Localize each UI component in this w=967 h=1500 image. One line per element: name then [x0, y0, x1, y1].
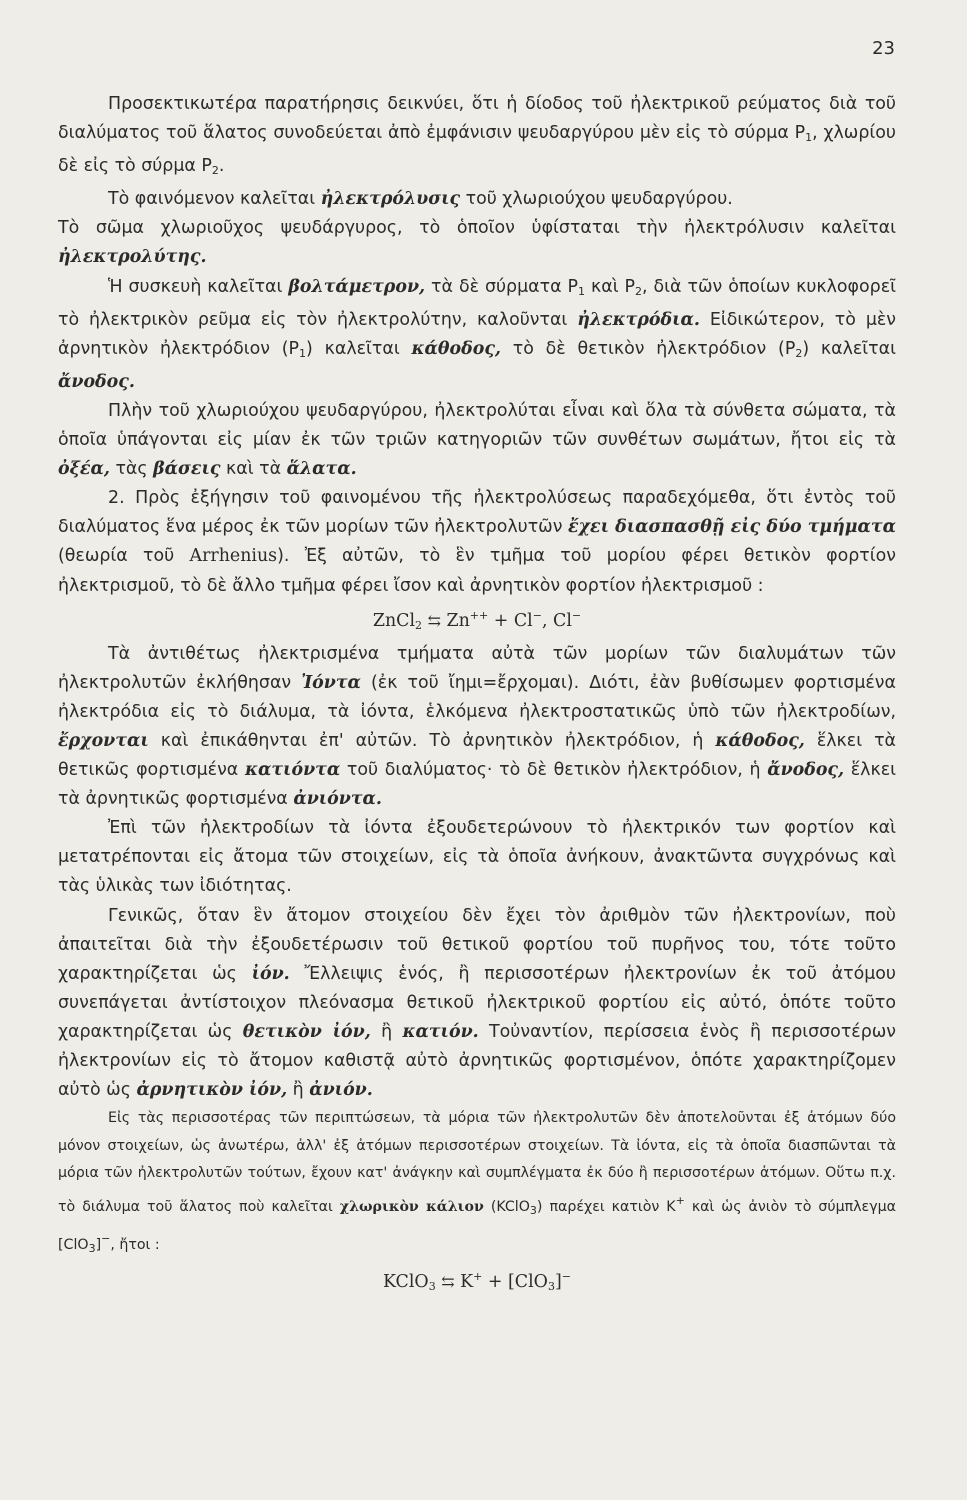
- term-ions: Ἰόντα: [301, 672, 361, 693]
- term-negative-ion: ἀρνητικὸν ἰόν,: [136, 1080, 288, 1101]
- paragraph-2: Τὸ φαινόμενον καλεῖται ἠλεκτρόλυσις τοῦ χλωριούχου ψευδαργύρου.: [108, 189, 733, 210]
- paragraph-1: Προσεκτικωτέρα παρατήρησις δεικνύει, ὅτι ἡ δίοδος τοῦ ἠλεκτρικοῦ ρεύματος διὰ τοῦ διαλύματος τοῦ ἅλατος συνοδεύεται ἀπὸ ἐμφάνισιν ψευδαργύρου μὲν εἰς τὸ σύρμα $P_1$, χλωρίου δὲ εἰς τὸ σύρμα $P_2$.: [58, 94, 896, 178]
- paragraph-7: Τὰ ἀντιθέτως ἠλεκτρισμένα τμήματα αὐτὰ τῶν μορίων τῶν διαλυμάτων τῶν ἠλεκτρολυτῶν ἐκλήθησαν Ἰόντα (ἐκ τοῦ ἴημι=ἔρχομαι). Διότι, ἐὰν βυθίσωμεν φορτισμένα ἠλεκτρόδια εἰς τὸ διάλυμα, τὰ ἰόντα, ἑλκόμενα ἠλεκτροστατικῶς ὑπὸ τῶν ἠλεκτροδίων, ἔρχονται καὶ ἐπικάθηνται ἐπ' αὐτῶν. Τὸ ἀρνητικὸν ἠλεκτρόδιον, ἡ κάθοδος, ἕλκει τὰ θετικῶς φορτισμένα κατιόντα τοῦ διαλύματος· τὸ δὲ θετικὸν ἠλεκτρόδιον, ἡ ἄνοδος, ἕλκει τὰ ἀρνητικῶς φορτισμένα ἀνιόντα.: [58, 643, 897, 810]
- term-cations: κατιόντα: [244, 760, 341, 781]
- term-dissociation: ἔχει διασπασθῇ εἰς δύο τμήματα: [568, 517, 896, 538]
- equation-kclo3: KClO$_3$ ⇆ K+ + [ClO$_3$]−: [383, 1270, 571, 1294]
- main-text: [58, 90, 896, 1301]
- term-anions: ἀνιόντα.: [293, 789, 382, 810]
- term-cathode: κάθοδος,: [411, 338, 501, 359]
- name-arrhenius: Arrhenius: [189, 546, 278, 567]
- term-positive-ion: θετικὸν ἰόν,: [242, 1021, 371, 1042]
- term-salts: ἅλατα.: [286, 459, 357, 480]
- page-number: 23: [872, 38, 895, 59]
- paragraph-3: Τὸ σῶμα χλωριοῦχος ψευδάργυρος, τὸ ὁποῖον ὑφίσταται τὴν ἠλεκτρόλυσιν καλεῖται ἠλεκτρολύτης.: [58, 218, 896, 268]
- equilibrium-arrow-2: ⇆: [441, 1272, 455, 1292]
- equilibrium-arrow: ⇆: [427, 610, 441, 630]
- paragraph-8: Ἐπὶ τῶν ἠλεκτροδίων τὰ ἰόντα ἐξουδετερώνουν τὸ ἠλεκτρικόν των φορτίον καὶ μετατρέπονται εἰς ἄτομα τῶν στοιχείων, εἰς τὰ ὁποῖα ἀνήκουν, ἀνακτῶντα συγχρόνως καὶ τὰς ὑλικὰς των ἰδιότητας.: [58, 818, 896, 897]
- note-paragraph: Εἰς τὰς περισσοτέρας τῶν περιπτώσεων, τὰ μόρια τῶν ἠλεκτρολυτῶν δὲν ἀποτελοῦνται ἐξ ἀτόμων δύο μόνον στοιχείων, ὡς ἀνωτέρω, ἀλλ' ἐξ ἀτόμων περισσοτέρων στοιχείων. Τὰ ἰόντα, εἰς τὰ ὁποῖα διασπῶνται τὰ μόρια τῶν ἠλεκτρολυτῶν τούτων, ἔχουν κατ' ἀνάγκην καὶ συμπλέγματα ἐκ δύο ἢ περισσοτέρων ἀτόμων. Οὕτω π.χ. τὸ διάλυμα τοῦ ἅλατος ποὺ καλεῖται χλωρικὸν κάλιον (KClO$_3$) παρέχει κατιὸν K+ καὶ ὡς ἀνιὸν τὸ σύμπλεγμα [ClO$_3$]−, ἤτοι :: [58, 1110, 896, 1255]
- paragraph-5: Πλὴν τοῦ χλωριούχου ψευδαργύρου, ἠλεκτρολύται εἶναι καὶ ὅλα τὰ σύνθετα σώματα, τὰ ὁποῖα ὑπάγονται εἰς μίαν ἐκ τῶν τριῶν κατηγοριῶν τῶν συνθέτων σωμάτων, ἤτοι εἰς τὰ ὀξέα, τὰς βάσεις καὶ τὰ ἅλατα.: [58, 400, 896, 480]
- term-electrolyte: ἠλεκτρολύτης.: [58, 247, 207, 268]
- term-voltameter: βολτάμετρον,: [288, 276, 426, 297]
- term-anode-2: ἄνοδος,: [767, 760, 845, 781]
- term-cathode-2: κάθοδος,: [715, 730, 805, 751]
- paragraph-9: Γενικῶς, ὅταν ἓν ἄτομον στοιχείου δὲν ἔχει τὸν ἀριθμὸν τῶν ἠλεκτρονίων, ποὺ ἀπαιτεῖται διὰ τὴν ἐξουδετέρωσιν τοῦ θετικοῦ φορτίου τοῦ πυρῆνος του, τότε τοῦτο χαρακτηρίζεται ὡς ἰόν. Ἔλλειψις ἑνός, ἢ περισσοτέρων ἠλεκτρονίων ἐκ τοῦ ἀτόμου συνεπάγεται ἀντίστοιχον πλεόνασμα θετικοῦ ἠλεκτρικοῦ φορτίου εἰς αὐτό, ὁπότε τοῦτο χαρακτηρίζεται ὡς θετικὸν ἰόν, ἢ κατιόν. Τοὐναντίον, περίσσεια ἑνὸς ἢ περισσοτέρων ἠλεκτρονίων εἰς τὸ ἄτομον καθιστᾷ αὐτὸ ἀρνητικῶς φορτισμένον, ὁπότε χαρακτηρίζομεν αὐτὸ ὡς ἀρνητικὸν ἰόν, ἢ ἀνιόν.: [58, 905, 897, 1101]
- term-anion: ἀνιόν.: [309, 1080, 373, 1101]
- term-electrodes: ἠλεκτρόδια.: [577, 309, 700, 330]
- term-acids: ὀξέα,: [58, 459, 110, 480]
- term-bases: βάσεις: [153, 459, 221, 480]
- term-electrolysis: ἠλεκτρόλυσις: [320, 189, 461, 210]
- paragraph-4: Ἡ συσκευὴ καλεῖται βολτάμετρον, τὰ δὲ σύρματα $P_1$ καὶ $P_2$, διὰ τῶν ὁποίων κυκλοφορεῖ τὸ ἠλεκτρικὸν ρεῦμα εἰς τὸν ἠλεκτρολύτην, καλοῦνται ἠλεκτρόδια. Εἰδικώτερον, τὸ μὲν ἀρνητικὸν ἠλεκτρόδιον $(P_1)$ καλεῖται κάθοδος, τὸ δὲ θετικὸν ἠλεκτρόδιον $(P_2)$ καλεῖται ἄνοδος.: [58, 276, 896, 392]
- term-come: ἔρχονται: [58, 730, 149, 751]
- equation-zncl2: ZnCl$_2$ ⇆ Zn++ + Cl−, Cl−: [372, 608, 582, 632]
- term-cation: κατιόν.: [402, 1021, 479, 1042]
- term-potassium-chlorate: χλωρικὸν κάλιον: [339, 1199, 484, 1216]
- term-anode: ἄνοδος.: [58, 371, 135, 392]
- term-ion: ἰόν.: [251, 963, 290, 984]
- paragraph-6: 2. Πρὸς ἐξήγησιν τοῦ φαινομένου τῆς ἠλεκτρολύσεως παραδεχόμεθα, ὅτι ἐντὸς τοῦ διαλύματος ἕνα μέρος ἐκ τῶν μορίων τῶν ἠλεκτρολυτῶν ἔχει διασπασθῇ εἰς δύο τμήματα (θεωρία τοῦ Arrhenius). Ἐξ αὐτῶν, τὸ ἓν τμῆμα τοῦ μορίου φέρει θετικὸν φορτίον ἠλεκτρισμοῦ, τὸ δὲ ἄλλο τμῆμα φέρει ἴσον καὶ ἀρνητικὸν φορτίον ἠλεκτρισμοῦ :: [58, 488, 896, 596]
